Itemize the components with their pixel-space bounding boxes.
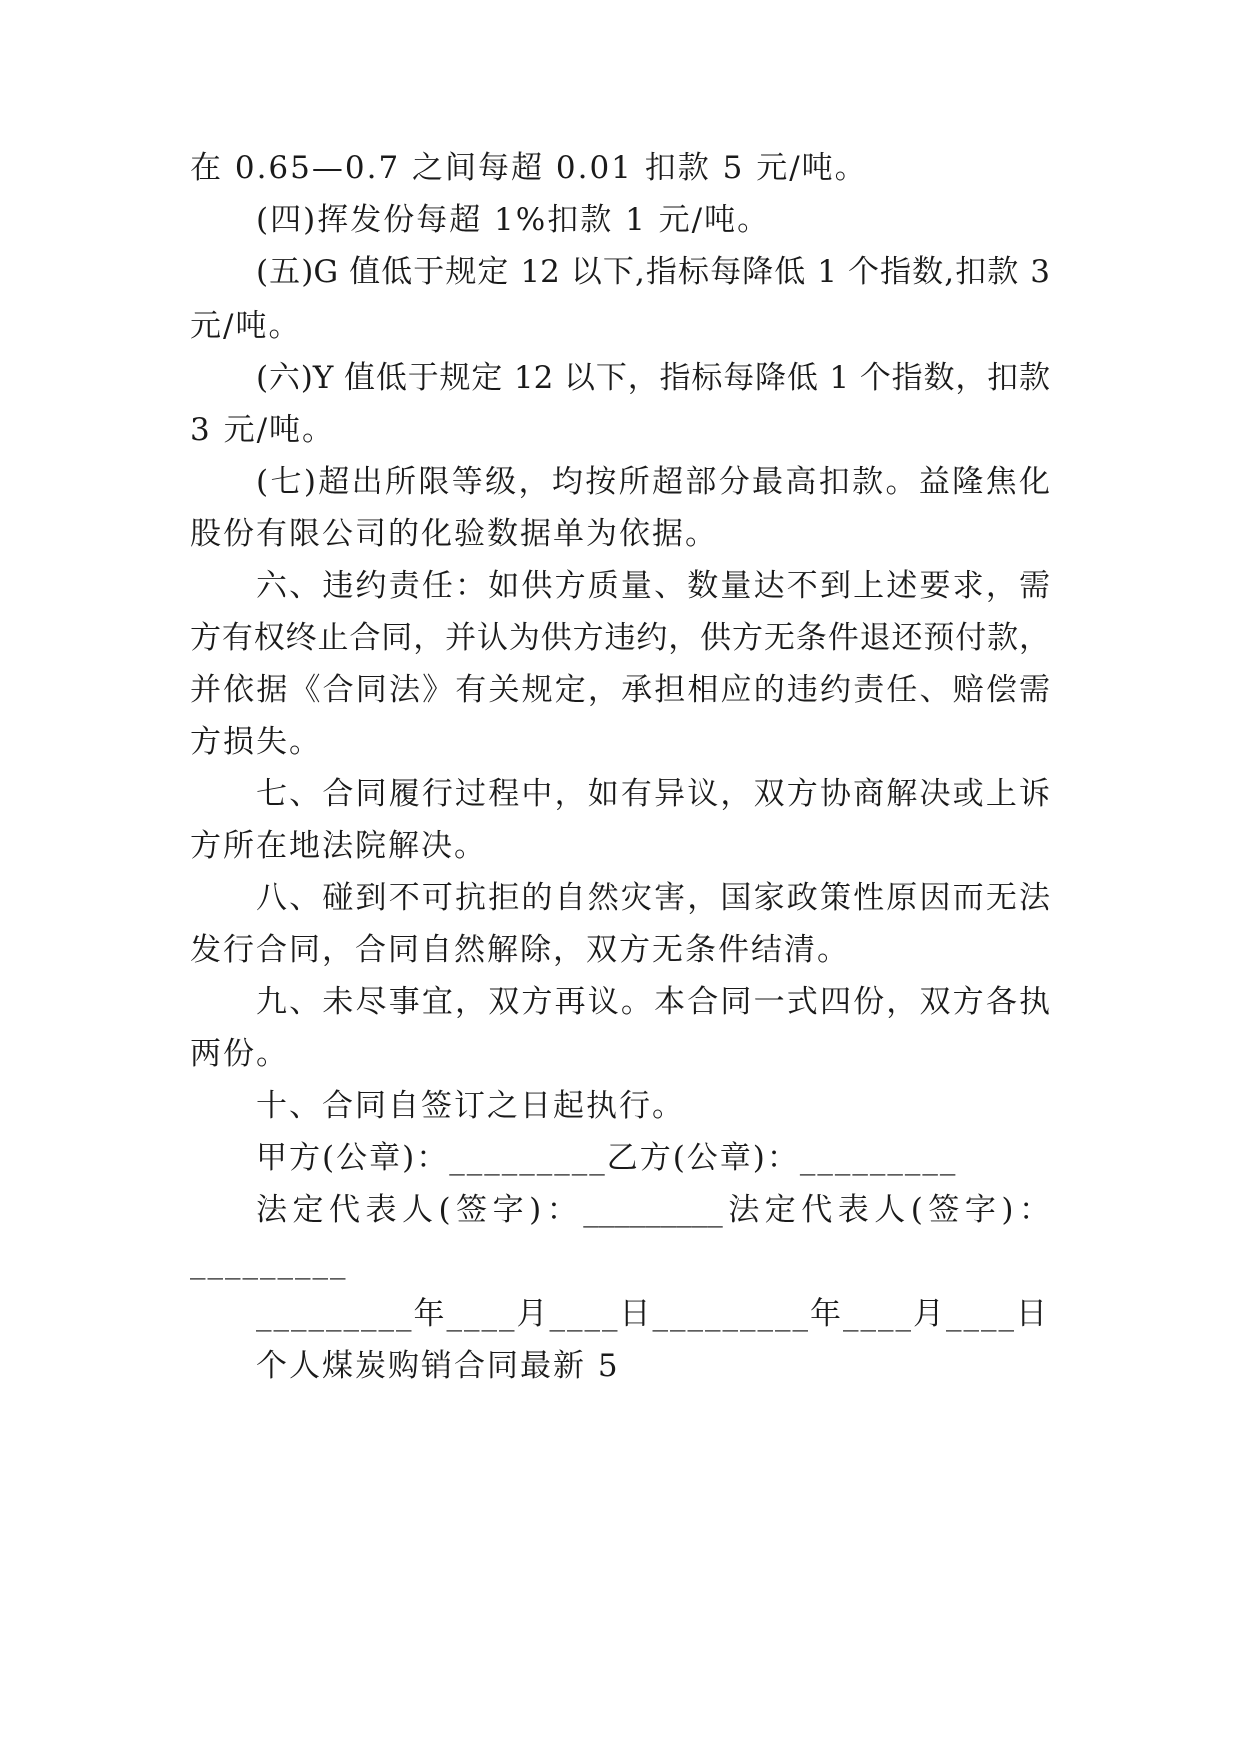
text-line-18: 两份。 bbox=[190, 1036, 289, 1072]
text-line-8: 股份有限公司的化验数据单为依据。 bbox=[190, 516, 718, 552]
text-line-19: 十、合同自签订之日起执行。 bbox=[256, 1088, 685, 1124]
text-line-13: 七、合同履行过程中，如有异议，双方协商解决或上诉 bbox=[256, 776, 1050, 812]
text-line-2: (四)挥发份每超 1%扣款 1 元/吨。 bbox=[256, 202, 771, 238]
text-line-1: 在 0.65—0.7 之间每超 0.01 扣款 5 元/吨。 bbox=[190, 150, 868, 186]
text-line-9: 六、违约责任：如供方质量、数量达不到上述要求，需 bbox=[256, 568, 1050, 604]
date-line: _________年____月____日_________年____月____日 bbox=[256, 1296, 1049, 1332]
text-line-6: 3 元/吨。 bbox=[190, 412, 336, 448]
text-line-3: (五)G 值低于规定 12 以下,指标每降低 1 个指数,扣款 3 bbox=[256, 254, 1050, 290]
legal-representative-line: 法定代表人(签字)：_________法定代表人(签字)： bbox=[256, 1192, 1050, 1228]
text-line-11: 并依据《合同法》有关规定，承担相应的违约责任、赔偿需 bbox=[190, 672, 1050, 708]
text-line-5: (六)Y 值低于规定 12 以下，指标每降低 1 个指数，扣款 bbox=[256, 360, 1050, 396]
text-line-12: 方损失。 bbox=[190, 724, 322, 760]
text-line-14: 方所在地法院解决。 bbox=[190, 828, 487, 864]
signature-blank-line: _________ bbox=[190, 1244, 348, 1280]
text-line-7: (七)超出所限等级，均按所超部分最高扣款。益隆焦化 bbox=[256, 464, 1050, 500]
text-line-17: 九、未尽事宜，双方再议。本合同一式四份，双方各执 bbox=[256, 984, 1050, 1020]
text-line-16: 发行合同，合同自然解除，双方无条件结清。 bbox=[190, 932, 850, 968]
text-line-4: 元/吨。 bbox=[190, 308, 302, 344]
party-seal-line: 甲方(公章)：_________乙方(公章)：_________ bbox=[256, 1140, 958, 1176]
next-section-title: 个人煤炭购销合同最新 5 bbox=[256, 1348, 620, 1384]
text-line-10: 方有权终止合同，并认为供方违约，供方无条件退还预付款， bbox=[190, 620, 1050, 656]
text-line-15: 八、碰到不可抗拒的自然灾害，国家政策性原因而无法 bbox=[256, 880, 1050, 916]
